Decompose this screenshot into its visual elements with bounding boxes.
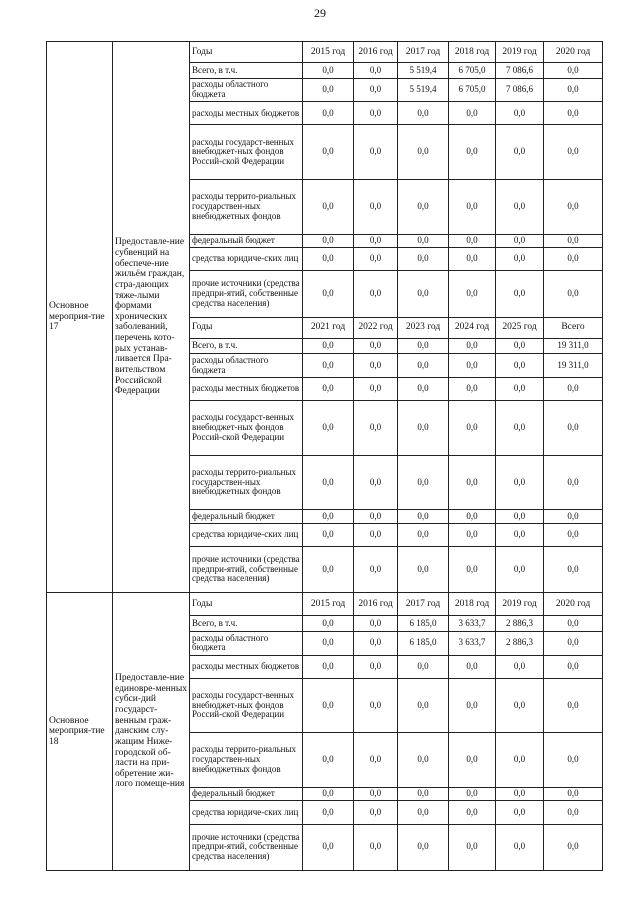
funding-source-label: расходы местных бюджетов xyxy=(190,655,303,678)
amount-cell: 0,0 xyxy=(544,377,603,400)
funding-source-label: расходы государст-венных внебюджет-ных фондов Россий-ской Федерации xyxy=(190,400,303,455)
funding-source-label: средства юридиче-ских лиц xyxy=(190,801,303,824)
amount-cell: 0,0 xyxy=(496,377,544,400)
amount-cell: 0,0 xyxy=(544,78,603,102)
amount-cell: 0,0 xyxy=(398,824,449,870)
amount-cell: 0,0 xyxy=(303,455,354,510)
amount-cell: 0,0 xyxy=(398,125,449,180)
amount-cell: 0,0 xyxy=(449,546,496,592)
amount-cell: 0,0 xyxy=(496,338,544,354)
amount-cell: 0,0 xyxy=(449,655,496,678)
amount-cell: 0,0 xyxy=(354,180,398,235)
funding-source-label: федеральный бюджет xyxy=(190,510,303,524)
amount-cell: 0,0 xyxy=(449,824,496,870)
amount-cell: 0,0 xyxy=(354,78,398,102)
amount-cell: 0,0 xyxy=(354,63,398,79)
amount-cell: 6 705,0 xyxy=(449,63,496,79)
amount-cell: 0,0 xyxy=(303,801,354,824)
amount-cell: 6 705,0 xyxy=(449,78,496,102)
funding-source-label: расходы террито-риальных государствен-ных внебюджетных фондов xyxy=(190,180,303,235)
amount-cell: 2 886,3 xyxy=(496,631,544,655)
year-header-cell: Всего xyxy=(544,317,603,338)
funding-source-label: расходы областного бюджета xyxy=(190,354,303,378)
amount-cell: 0,0 xyxy=(303,125,354,180)
years-header-row xyxy=(47,593,603,616)
amount-cell: 0,0 xyxy=(496,248,544,271)
amount-cell: 0,0 xyxy=(303,787,354,801)
funding-source-label: расходы областного бюджета xyxy=(190,631,303,655)
amount-cell: 0,0 xyxy=(496,824,544,870)
amount-cell: 0,0 xyxy=(398,510,449,524)
amount-cell: 0,0 xyxy=(354,616,398,632)
amount-cell: 0,0 xyxy=(398,102,449,125)
amount-cell: 0,0 xyxy=(398,787,449,801)
amount-cell: 0,0 xyxy=(449,338,496,354)
amount-cell: 0,0 xyxy=(544,125,603,180)
amount-cell: 0,0 xyxy=(449,733,496,788)
amount-cell: 0,0 xyxy=(398,546,449,592)
amount-cell: 0,0 xyxy=(544,631,603,655)
year-header-cell: 2017 год xyxy=(398,593,449,616)
amount-cell: 0,0 xyxy=(449,400,496,455)
amount-cell: 0,0 xyxy=(398,655,449,678)
amount-cell: 0,0 xyxy=(449,102,496,125)
funding-source-label: расходы террито-риальных государствен-ных внебюджетных фондов xyxy=(190,455,303,510)
year-header-cell: 2019 год xyxy=(496,593,544,616)
amount-cell: 0,0 xyxy=(496,546,544,592)
amount-cell: 0,0 xyxy=(544,824,603,870)
amount-cell: 0,0 xyxy=(496,180,544,235)
amount-cell: 19 311,0 xyxy=(544,354,603,378)
amount-cell: 2 886,3 xyxy=(496,616,544,632)
amount-cell: 0,0 xyxy=(354,510,398,524)
amount-cell: 0,0 xyxy=(544,234,603,248)
amount-cell: 0,0 xyxy=(449,125,496,180)
amount-cell: 0,0 xyxy=(303,180,354,235)
year-header-cell: 2019 год xyxy=(496,42,544,63)
amount-cell: 0,0 xyxy=(496,801,544,824)
amount-cell: 5 519,4 xyxy=(398,63,449,79)
amount-cell: 0,0 xyxy=(398,733,449,788)
amount-cell: 0,0 xyxy=(544,787,603,801)
amount-cell: 0,0 xyxy=(449,180,496,235)
amount-cell: 0,0 xyxy=(449,510,496,524)
amount-cell: 0,0 xyxy=(496,400,544,455)
amount-cell: 0,0 xyxy=(398,678,449,733)
amount-cell: 0,0 xyxy=(354,787,398,801)
amount-cell: 0,0 xyxy=(354,248,398,271)
year-header-cell: 2021 год xyxy=(303,317,354,338)
year-header-cell: 2015 год xyxy=(303,42,354,63)
amount-cell: 0,0 xyxy=(449,787,496,801)
amount-cell: 0,0 xyxy=(544,102,603,125)
amount-cell: 0,0 xyxy=(303,523,354,546)
amount-cell: 0,0 xyxy=(303,510,354,524)
amount-cell: 0,0 xyxy=(496,787,544,801)
funding-source-label: Всего, в т.ч. xyxy=(190,338,303,354)
amount-cell: 0,0 xyxy=(544,801,603,824)
amount-cell: 0,0 xyxy=(303,78,354,102)
year-header-cell: 2020 год xyxy=(544,42,603,63)
amount-cell: 0,0 xyxy=(544,180,603,235)
amount-cell: 19 311,0 xyxy=(544,338,603,354)
year-header-cell: 2020 год xyxy=(544,593,603,616)
amount-cell: 7 086,6 xyxy=(496,78,544,102)
amount-cell: 0,0 xyxy=(354,377,398,400)
funding-source-label: федеральный бюджет xyxy=(190,787,303,801)
amount-cell: 0,0 xyxy=(544,400,603,455)
amount-cell: 0,0 xyxy=(354,655,398,678)
amount-cell: 0,0 xyxy=(496,510,544,524)
amount-cell: 0,0 xyxy=(354,354,398,378)
amount-cell: 0,0 xyxy=(449,678,496,733)
amount-cell: 0,0 xyxy=(354,733,398,788)
table-body xyxy=(47,42,603,871)
amount-cell: 0,0 xyxy=(449,377,496,400)
amount-cell: 0,0 xyxy=(449,354,496,378)
amount-cell: 0,0 xyxy=(398,338,449,354)
funding-source-label: прочие источники (средства предпри-ятий, собственные средства населения) xyxy=(190,546,303,592)
amount-cell: 0,0 xyxy=(303,546,354,592)
amount-cell: 0,0 xyxy=(496,655,544,678)
year-header-cell: 2018 год xyxy=(449,593,496,616)
amount-cell: 0,0 xyxy=(544,455,603,510)
amount-cell: 0,0 xyxy=(354,455,398,510)
funding-source-label: средства юридиче-ских лиц xyxy=(190,523,303,546)
year-header-cell: 2015 год xyxy=(303,593,354,616)
amount-cell: 0,0 xyxy=(303,338,354,354)
amount-cell: 0,0 xyxy=(496,733,544,788)
amount-cell: 0,0 xyxy=(496,102,544,125)
funding-source-label: Всего, в т.ч. xyxy=(190,616,303,632)
amount-cell: 0,0 xyxy=(354,546,398,592)
page-number: 29 xyxy=(314,6,326,20)
amount-cell: 0,0 xyxy=(496,678,544,733)
amount-cell: 0,0 xyxy=(303,631,354,655)
amount-cell: 0,0 xyxy=(398,271,449,317)
amount-cell: 0,0 xyxy=(544,546,603,592)
amount-cell: 0,0 xyxy=(303,616,354,632)
amount-cell: 6 185,0 xyxy=(398,616,449,632)
activity-description: Предоставле-ние единовре-менных субси-дий государст-венным граж-данским слу-жащим Ниже-городской об-ласти на при-обретение жи-лого помеще-ния xyxy=(113,593,190,871)
activity-code: Основное мероприя-тие 18 xyxy=(47,593,113,871)
amount-cell: 0,0 xyxy=(398,455,449,510)
funding-source-label: расходы государст-венных внебюджет-ных фондов Россий-ской Федерации xyxy=(190,125,303,180)
amount-cell: 0,0 xyxy=(398,354,449,378)
amount-cell: 0,0 xyxy=(544,616,603,632)
funding-source-label: средства юридиче-ских лиц xyxy=(190,248,303,271)
amount-cell: 0,0 xyxy=(496,523,544,546)
amount-cell: 0,0 xyxy=(398,400,449,455)
amount-cell: 0,0 xyxy=(354,678,398,733)
amount-cell: 0,0 xyxy=(449,801,496,824)
funding-source-label: расходы террито-риальных государствен-ных внебюджетных фондов xyxy=(190,733,303,788)
amount-cell: 0,0 xyxy=(449,271,496,317)
amount-cell: 0,0 xyxy=(354,271,398,317)
amount-cell: 0,0 xyxy=(544,63,603,79)
activity-code: Основное мероприя-тие 17 xyxy=(47,42,113,593)
amount-cell: 0,0 xyxy=(354,801,398,824)
amount-cell: 6 185,0 xyxy=(398,631,449,655)
amount-cell: 3 633,7 xyxy=(449,631,496,655)
amount-cell: 0,0 xyxy=(354,338,398,354)
amount-cell: 0,0 xyxy=(544,523,603,546)
amount-cell: 0,0 xyxy=(303,271,354,317)
funding-source-label: расходы государст-венных внебюджет-ных фондов Россий-ской Федерации xyxy=(190,678,303,733)
amount-cell: 0,0 xyxy=(496,354,544,378)
amount-cell: 0,0 xyxy=(354,234,398,248)
amount-cell: 0,0 xyxy=(544,271,603,317)
amount-cell: 0,0 xyxy=(398,801,449,824)
amount-cell: 0,0 xyxy=(544,733,603,788)
year-header-cell: 2016 год xyxy=(354,42,398,63)
amount-cell: 0,0 xyxy=(449,234,496,248)
year-header-cell: 2024 год xyxy=(449,317,496,338)
amount-cell: 0,0 xyxy=(303,354,354,378)
year-header-cell: 2022 год xyxy=(354,317,398,338)
funding-source-label: федеральный бюджет xyxy=(190,234,303,248)
activity-description: Предоставле-ние субвенций на обеспече-ние жильём граждан, стра-дающих тяже-лыми формами хронических заболеваний, перечень кото-рых устанав-ливается Пра-вительством Российской Федерации xyxy=(113,42,190,593)
amount-cell: 7 086,6 xyxy=(496,63,544,79)
amount-cell: 3 633,7 xyxy=(449,616,496,632)
amount-cell: 0,0 xyxy=(354,400,398,455)
amount-cell: 0,0 xyxy=(303,63,354,79)
amount-cell: 0,0 xyxy=(449,248,496,271)
year-header-cell: 2025 год xyxy=(496,317,544,338)
amount-cell: 0,0 xyxy=(544,248,603,271)
amount-cell: 0,0 xyxy=(398,377,449,400)
amount-cell: 0,0 xyxy=(398,180,449,235)
amount-cell: 0,0 xyxy=(449,523,496,546)
years-header-row xyxy=(47,42,603,63)
funding-source-label: расходы местных бюджетов xyxy=(190,377,303,400)
year-header-cell: 2023 год xyxy=(398,317,449,338)
amount-cell: 0,0 xyxy=(303,234,354,248)
amount-cell: 0,0 xyxy=(398,248,449,271)
amount-cell: 0,0 xyxy=(354,631,398,655)
amount-cell: 0,0 xyxy=(354,824,398,870)
amount-cell: 0,0 xyxy=(303,824,354,870)
amount-cell: 0,0 xyxy=(398,523,449,546)
amount-cell: 0,0 xyxy=(544,678,603,733)
years-header-label: Годы xyxy=(190,317,303,338)
amount-cell: 0,0 xyxy=(354,523,398,546)
amount-cell: 5 519,4 xyxy=(398,78,449,102)
amount-cell: 0,0 xyxy=(398,234,449,248)
amount-cell: 0,0 xyxy=(303,377,354,400)
funding-source-label: прочие источники (средства предпри-ятий, собственные средства населения) xyxy=(190,271,303,317)
amount-cell: 0,0 xyxy=(496,271,544,317)
years-header-label: Годы xyxy=(190,593,303,616)
amount-cell: 0,0 xyxy=(303,102,354,125)
financing-table xyxy=(46,41,603,871)
year-header-cell: 2016 год xyxy=(354,593,398,616)
amount-cell: 0,0 xyxy=(544,510,603,524)
funding-source-label: Всего, в т.ч. xyxy=(190,63,303,79)
year-header-cell: 2017 год xyxy=(398,42,449,63)
years-header-label: Годы xyxy=(190,42,303,63)
amount-cell: 0,0 xyxy=(496,125,544,180)
amount-cell: 0,0 xyxy=(449,455,496,510)
year-header-cell: 2018 год xyxy=(449,42,496,63)
amount-cell: 0,0 xyxy=(496,455,544,510)
amount-cell: 0,0 xyxy=(303,678,354,733)
amount-cell: 0,0 xyxy=(354,102,398,125)
amount-cell: 0,0 xyxy=(303,733,354,788)
amount-cell: 0,0 xyxy=(354,125,398,180)
funding-source-label: расходы областного бюджета xyxy=(190,78,303,102)
amount-cell: 0,0 xyxy=(496,234,544,248)
amount-cell: 0,0 xyxy=(303,248,354,271)
amount-cell: 0,0 xyxy=(544,655,603,678)
amount-cell: 0,0 xyxy=(303,655,354,678)
funding-source-label: расходы местных бюджетов xyxy=(190,102,303,125)
amount-cell: 0,0 xyxy=(303,400,354,455)
funding-source-label: прочие источники (средства предпри-ятий, собственные средства населения) xyxy=(190,824,303,870)
